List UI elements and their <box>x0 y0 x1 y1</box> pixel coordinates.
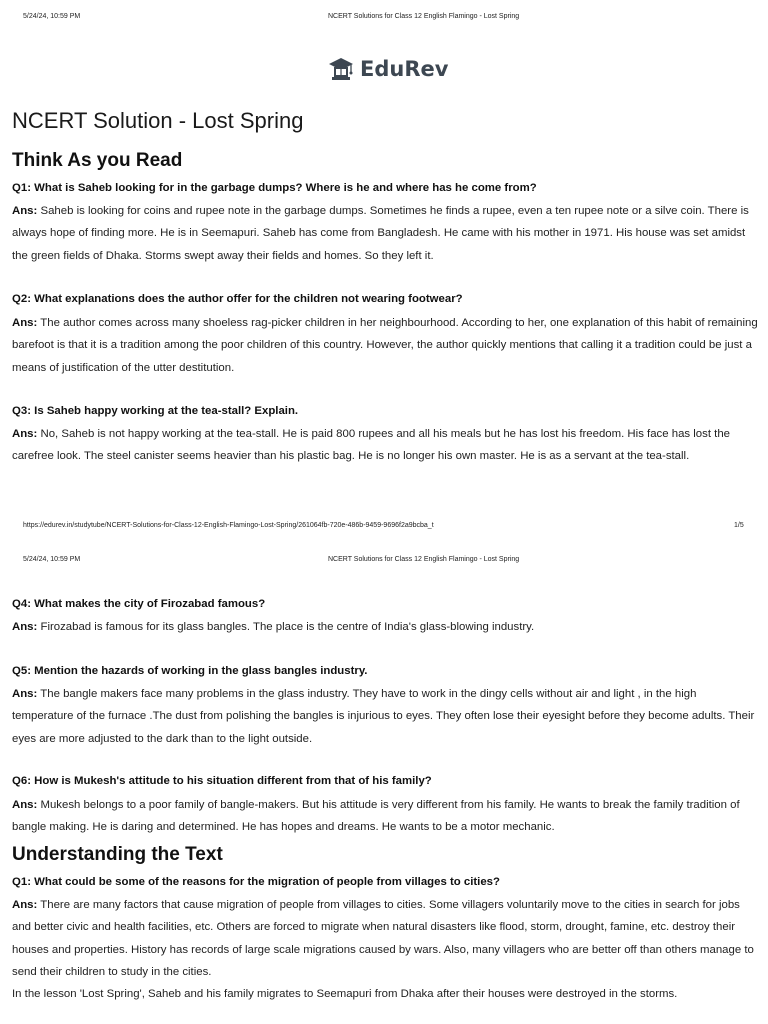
print-title: NCERT Solutions for Class 12 English Flamingo - Lost Spring <box>328 556 520 563</box>
answer-4 <box>12 616 758 638</box>
answer-label: Ans: <box>12 428 38 440</box>
answer-label: Ans: <box>12 688 38 700</box>
answer-label: Ans: <box>12 799 38 811</box>
answer-3 <box>12 423 758 468</box>
answer-2 <box>12 312 758 379</box>
question-1: Q1: What is Saheb looking for in the garbage dumps? Where is he and where has he come from? <box>12 182 537 194</box>
answer-1 <box>12 200 758 267</box>
edurev-logo[interactable] <box>328 55 448 83</box>
question-2: Q2: What explanations does the author offer for the children not wearing footwear? <box>12 293 463 305</box>
answer-label: Ans: <box>12 317 38 329</box>
answer-label: Ans: <box>12 621 38 633</box>
print-url: https://edurev.in/studytube/NCERT-Solutions-for-Class-12-English-Flamingo-Lost-Spring/261064fb-720e-486b-9459-9696f2a9bcba_t <box>23 522 434 529</box>
answer-text: There are many factors that cause migration of people from villages to cities. Some villagers voluntarily move to the cities in search for jobs and better civic and health facilities, etc. Others are forced to migrate when natural disasters like flood, storm, drought, famine, etc. destroy their houses and properties. History has records of large scale migrations caused by wars. Also, many villagers who are better off than others manage to send their children to study in the cities. <box>12 899 754 978</box>
answer-text: Firozabad is famous for its glass bangles. The place is the centre of India's glass-blowing industry. <box>40 621 535 633</box>
question-4: Q4: What makes the city of Firozabad famous? <box>12 598 266 610</box>
answer-7 <box>12 894 758 1005</box>
section-heading-understanding: Understanding the Text <box>12 844 223 865</box>
question-6: Q6: How is Mukesh's attitude to his situation different from that of his family? <box>12 775 432 787</box>
print-page-number: 1/5 <box>734 522 744 529</box>
answer-text: The author comes across many shoeless rag-picker children in her neighbourhood. According to her, one explanation of this habit of remaining barefoot is that it is a tradition among the poor children of this country. However, the author quickly mentions that calling it a tradition could be just a means of justification of the utter destitution. <box>12 317 758 374</box>
print-date: 5/24/24, 10:59 PM <box>23 556 81 563</box>
answer-extra-text: In the lesson 'Lost Spring', Saheb and his family migrates to Seemapuri from Dhaka after their houses were destroyed in the storms. <box>12 988 678 1001</box>
section-heading-think: Think As you Read <box>12 150 183 171</box>
print-title: NCERT Solutions for Class 12 English Flamingo - Lost Spring <box>328 13 520 20</box>
answer-label: Ans: <box>12 899 38 911</box>
answer-5 <box>12 683 758 750</box>
answer-6 <box>12 794 758 839</box>
page-title: NCERT Solution - Lost Spring <box>12 108 304 133</box>
question-7: Q1: What could be some of the reasons for the migration of people from villages to cities? <box>12 876 500 888</box>
answer-text: No, Saheb is not happy working at the tea-stall. He is paid 800 rupees and all his meals but he has lost his freedom. His face has lost the carefree look. The steel canister seems heavier than his plastic bag. He is no longer his own master. He is as a servant at the tea-stall. <box>12 428 731 463</box>
logo-text: EduRev <box>360 57 449 81</box>
answer-text: Mukesh belongs to a poor family of bangle-makers. But his attitude is very different from his family. He wants to break the family tradition of bangle making. He is daring and determined. He has hopes and dreams. He wants to be a motor mechanic. <box>12 799 740 834</box>
graduation-cap-icon <box>328 56 354 82</box>
answer-text: The bangle makers face many problems in the glass industry. They have to work in the dingy cells without air and light , in the high temperature of the furnace .The dust from polishing the bangles is injurious to eyes. They often lose their eyesight before they become adults. Their eyes are more adjusted to the dark than to the light outside. <box>12 688 755 745</box>
question-3: Q3: Is Saheb happy working at the tea-stall? Explain. <box>12 405 299 417</box>
answer-text: Saheb is looking for coins and rupee note in the garbage dumps. Sometimes he finds a rupee, even a ten rupee note or a silve coin. There is always hope of finding more. He is in Seemapuri. Saheb has come from Bangladesh. He came with his mother in 1971. His house was set amidst the green fields of Dhaka. Storms swept away their fields and homes. So they left it. <box>12 205 749 262</box>
answer-label: Ans: <box>12 205 38 217</box>
print-date: 5/24/24, 10:59 PM <box>23 13 81 20</box>
question-5: Q5: Mention the hazards of working in the glass bangles industry. <box>12 665 368 677</box>
